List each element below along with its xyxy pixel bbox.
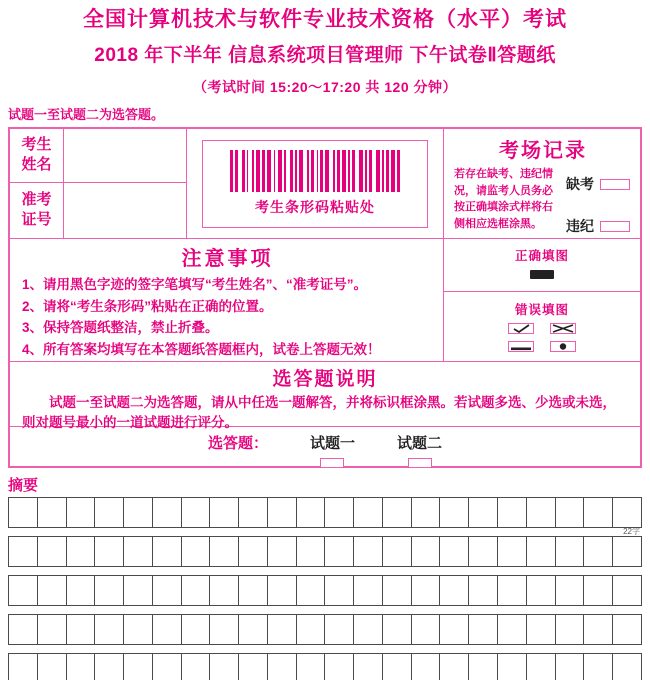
abstract-grid-cell[interactable] (95, 576, 124, 605)
abstract-grid-cell[interactable] (210, 498, 239, 527)
abstract-grid-cell[interactable] (383, 537, 412, 566)
abstract-grid-cell[interactable] (268, 537, 297, 566)
abstract-grid-cell[interactable] (383, 498, 412, 527)
abstract-grid-cell[interactable] (67, 537, 96, 566)
abstract-grid-gap (8, 606, 642, 614)
exam-room-record (444, 129, 640, 239)
barcode-paste-label: 考生条形码粘贴处 (255, 199, 375, 215)
abstract-grid-cell[interactable] (239, 576, 268, 605)
abstract-grid-cell[interactable] (412, 537, 441, 566)
abstract-grid-cell[interactable] (440, 654, 469, 680)
abstract-grid-cell[interactable] (527, 654, 556, 680)
abstract-grid-cell[interactable] (124, 576, 153, 605)
abstract-grid-cell[interactable] (210, 654, 239, 680)
abstract-grid-cell[interactable] (440, 498, 469, 527)
abstract-grid-cell[interactable] (325, 498, 354, 527)
question-2-label: 试题二 (397, 435, 443, 452)
abstract-grid-cell[interactable] (354, 537, 383, 566)
wrong-fill-check-icon (508, 323, 534, 334)
exam-title: 全国计算机技术与软件专业技术资格（水平）考试 (83, 8, 567, 31)
correct-fill-title: 正确填图 (514, 249, 569, 263)
abstract-grid-cell[interactable] (584, 576, 613, 605)
wrong-fill-dot-icon (550, 341, 576, 352)
abstract-grid-cell[interactable] (297, 498, 326, 527)
abstract-grid-row (8, 653, 642, 680)
exam-room-record-body (454, 166, 632, 236)
abstract-grid-cell[interactable] (383, 576, 412, 605)
abstract-grid-cell[interactable] (527, 615, 556, 644)
abstract-grid-cell[interactable] (153, 576, 182, 605)
question-2-checkbox[interactable] (408, 458, 432, 468)
abstract-grid-cell[interactable] (498, 654, 527, 680)
abstract-grid-cell[interactable] (239, 498, 268, 527)
info-table (8, 127, 642, 468)
abstract-grid-gap (8, 528, 642, 536)
candidate-id-label: 准考证号 (21, 190, 52, 228)
question-1-label: 试题一 (309, 435, 355, 452)
abstract-grid-cell[interactable] (412, 654, 441, 680)
abstract-grid-cell[interactable] (153, 498, 182, 527)
abstract-grid-cell[interactable] (354, 576, 383, 605)
abstract-grid-cell[interactable] (613, 615, 641, 644)
barcode-cell (187, 129, 444, 239)
candidate-name-field[interactable] (64, 129, 186, 182)
abstract-grid-cell[interactable] (9, 615, 38, 644)
abstract-grid-cell[interactable] (498, 498, 527, 527)
violation-label: 违纪 (566, 218, 594, 234)
abstract-grid-cell[interactable] (95, 498, 124, 527)
abstract-grid-cell[interactable] (325, 654, 354, 680)
abstract-grid-cell[interactable] (9, 537, 38, 566)
exam-room-record-marks (562, 166, 632, 236)
notice-item: 1、请用黑色字迹的签字笔填写“考生姓名”、“准考证号”。 (22, 277, 368, 292)
abstract-grid-cell[interactable] (297, 576, 326, 605)
abstract-grid-cell[interactable] (527, 498, 556, 527)
abstract-grid-cell[interactable] (469, 654, 498, 680)
abstract-grid-cell[interactable] (498, 537, 527, 566)
wrong-fill-cross-icon (550, 323, 576, 334)
question-1-checkbox[interactable] (320, 458, 344, 468)
exam-time: （考试时间 15:20～17:20 共 120 分钟） (192, 79, 458, 96)
abstract-grid-cell[interactable] (210, 615, 239, 644)
abstract-grid-cell[interactable] (95, 654, 124, 680)
abstract-grid-cell[interactable] (584, 654, 613, 680)
abstract-grid-cell[interactable] (325, 576, 354, 605)
abstract-grid-cell[interactable] (498, 576, 527, 605)
abstract-grid-cell[interactable] (613, 654, 641, 680)
abstract-grid-cell[interactable] (412, 498, 441, 527)
abstract-grid-cell[interactable] (182, 498, 211, 527)
abstract-grid-cell[interactable] (153, 615, 182, 644)
abstract-grid-cell[interactable] (354, 498, 383, 527)
abstract-grid-cell[interactable] (613, 576, 641, 605)
abstract-grid-cell[interactable] (498, 615, 527, 644)
abstract-grid-cell[interactable] (383, 615, 412, 644)
abstract-grid-cell[interactable] (556, 498, 585, 527)
abstract-grid-cell[interactable] (527, 537, 556, 566)
abstract-grid-cell[interactable] (469, 537, 498, 566)
question-2-option (397, 432, 442, 468)
optional-instructions-title: 选答题说明 (272, 369, 378, 390)
candidate-name-label: 考生姓名 (21, 136, 52, 174)
abstract-grid-cell[interactable] (239, 537, 268, 566)
abstract-grid-cell[interactable] (412, 615, 441, 644)
barcode-paste-area[interactable] (202, 140, 428, 228)
abstract-grid-row (8, 497, 642, 528)
chars-per-row-label: 22字 (623, 527, 640, 536)
exam-room-record-instruction: 若存在缺考、违纪情况，请监考人员务必按正确填涂式样将右侧相应选框涂黑。 (454, 168, 553, 230)
abstract-grid-cell[interactable] (268, 498, 297, 527)
optional-question-note: 试题一至试题二为选答题。 (8, 107, 165, 122)
abstract-grid-cell[interactable] (67, 576, 96, 605)
wrong-fill-title: 错误填图 (514, 303, 569, 317)
abstract-grid-cell[interactable] (556, 576, 585, 605)
optional-instructions-body: 试题一至试题二为选答题，请从中任选一题解答，并将标识框涂黑。若试题多选、少选或未选，则对题号最小的一道试题进行评分。 (22, 395, 616, 431)
optional-instructions-section (10, 362, 640, 431)
abstract-grid-cell[interactable] (440, 576, 469, 605)
notice-item: 4、所有答案均填写在本答题纸答题框内，试卷上答题无效！ (22, 341, 381, 357)
abstract-grid-cell[interactable] (239, 654, 268, 680)
notice-item: 2、请将“考生条形码”粘贴在正确的位置。 (22, 298, 273, 314)
abstract-grid-cell[interactable] (124, 615, 153, 644)
abstract-grid-cell[interactable] (9, 654, 38, 680)
abstract-grid-cell[interactable] (95, 537, 124, 566)
header (0, 6, 650, 97)
abstract-grid-cell[interactable] (383, 654, 412, 680)
abstract-grid-cell[interactable] (412, 576, 441, 605)
abstract-grid-cell[interactable] (268, 615, 297, 644)
wrong-fill-section (444, 292, 640, 362)
abstract-grid-cell[interactable] (556, 615, 585, 644)
abstract-label: 摘要 (8, 477, 39, 494)
abstract-grid-cell[interactable] (584, 498, 613, 527)
candidate-id-field[interactable] (64, 183, 186, 238)
abstract-grid-cell[interactable] (325, 537, 354, 566)
absent-label: 缺考 (566, 176, 594, 192)
abstract-grid-cell[interactable] (440, 537, 469, 566)
abstract-grid-cell[interactable] (268, 654, 297, 680)
abstract-grid-cell[interactable] (38, 576, 67, 605)
correct-fill-example-icon (530, 270, 554, 279)
abstract-grid-cell[interactable] (124, 654, 153, 680)
abstract-grid-cell[interactable] (124, 498, 153, 527)
abstract-grid (8, 497, 642, 680)
abstract-grid-cell[interactable] (124, 537, 153, 566)
abstract-grid-gap (8, 567, 642, 575)
abstract-grid-cell[interactable] (38, 537, 67, 566)
abstract-grid-cell[interactable] (297, 537, 326, 566)
absent-checkbox[interactable] (600, 179, 630, 190)
exam-subtitle: 2018 年下半年 信息系统项目管理师 下午试卷Ⅱ答题纸 (94, 45, 556, 67)
exam-room-record-title: 考场记录 (499, 140, 587, 162)
abstract-grid-cell[interactable] (9, 498, 38, 527)
violation-checkbox[interactable] (600, 221, 630, 232)
abstract-grid-cell[interactable] (440, 615, 469, 644)
abstract-grid-cell[interactable] (584, 615, 613, 644)
abstract-grid-cell[interactable] (210, 576, 239, 605)
abstract-grid-cell[interactable] (469, 615, 498, 644)
abstract-grid-cell[interactable] (268, 576, 297, 605)
abstract-grid-cell[interactable] (613, 498, 641, 527)
abstract-grid-cell[interactable] (38, 498, 67, 527)
abstract-grid-cell[interactable] (239, 615, 268, 644)
notice-title: 注意事项 (181, 248, 274, 270)
abstract-grid-cell[interactable] (95, 615, 124, 644)
violation-row (566, 216, 630, 236)
abstract-grid-cell[interactable] (556, 537, 585, 566)
abstract-grid-row (8, 614, 642, 645)
abstract-grid-cell[interactable] (67, 615, 96, 644)
notice-section (10, 239, 444, 362)
abstract-grid-cell[interactable] (38, 615, 67, 644)
candidate-form (10, 129, 187, 239)
notice-list (22, 274, 433, 360)
abstract-grid-cell[interactable] (469, 576, 498, 605)
abstract-grid-cell[interactable] (153, 654, 182, 680)
optional-selection-section (10, 427, 640, 466)
absent-row (566, 174, 630, 194)
abstract-grid-cell[interactable] (354, 615, 383, 644)
abstract-grid-cell[interactable] (153, 537, 182, 566)
abstract-grid-cell[interactable] (182, 576, 211, 605)
abstract-grid-cell[interactable] (469, 498, 498, 527)
abstract-grid-cell[interactable] (297, 654, 326, 680)
abstract-grid-cell[interactable] (613, 537, 641, 566)
question-1-option (310, 432, 355, 468)
abstract-grid-cell[interactable] (527, 576, 556, 605)
correct-fill-section (444, 239, 640, 292)
abstract-grid-cell[interactable] (182, 537, 211, 566)
abstract-grid-row (8, 536, 642, 567)
abstract-grid-cell[interactable] (297, 615, 326, 644)
notice-item: 3、保持答题纸整洁，禁止折叠。 (22, 320, 219, 336)
abstract-grid-cell[interactable] (210, 537, 239, 566)
abstract-grid-cell[interactable] (556, 654, 585, 680)
abstract-grid-cell[interactable] (182, 615, 211, 644)
abstract-grid-cell[interactable] (182, 654, 211, 680)
candidate-id-label-cell (10, 183, 64, 238)
abstract-grid-cell[interactable] (584, 537, 613, 566)
abstract-grid-gap (8, 645, 642, 653)
abstract-grid-cell[interactable] (9, 576, 38, 605)
abstract-grid-cell[interactable] (354, 654, 383, 680)
optional-selection-row (10, 427, 640, 468)
abstract-grid-cell[interactable] (325, 615, 354, 644)
candidate-id-row (10, 183, 186, 238)
abstract-grid-cell[interactable] (67, 498, 96, 527)
abstract-grid-cell[interactable] (38, 654, 67, 680)
candidate-name-row (10, 129, 186, 183)
abstract-grid-cell[interactable] (67, 654, 96, 680)
wrong-fill-underline-icon (508, 341, 534, 352)
barcode-icon (230, 150, 400, 192)
abstract-grid-row (8, 575, 642, 606)
wrong-fill-examples (508, 323, 576, 352)
candidate-name-label-cell (10, 129, 64, 182)
optional-selection-label: 选答题： (207, 435, 268, 452)
